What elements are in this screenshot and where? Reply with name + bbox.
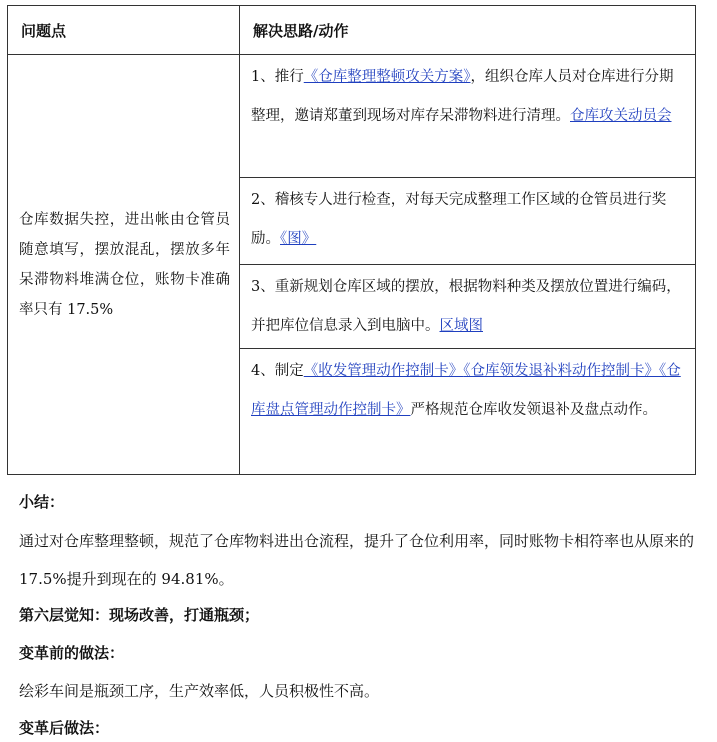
link-warehouse-plan[interactable]: 《仓库整理整顿攻关方案》 bbox=[303, 69, 471, 85]
link-issue-return-card[interactable]: 《仓库领发退补料动作控制卡》 bbox=[463, 363, 659, 379]
action-4-prefix: 4、制定 bbox=[251, 363, 304, 379]
action-3-prefix: 3、重新规划仓库区域的摆放，根据物料种类及摆放位置进行编码，并把库位信息录入到电脑中。 bbox=[251, 279, 681, 334]
action-cell-4 bbox=[240, 349, 696, 475]
after-title: 变革后做法： bbox=[19, 719, 110, 737]
header-solution: 解决思路/动作 bbox=[240, 6, 696, 55]
link-receiving-card[interactable]: 《收发管理动作控制卡》 bbox=[303, 363, 464, 379]
action-1-prefix: 1、推行 bbox=[251, 69, 304, 85]
link-mobilization-meeting[interactable]: 仓库攻关动员会 bbox=[570, 108, 672, 124]
action-1-middle: ，组织仓库人员对仓库进行分期整理，邀请郑董到现场对库存呆滞物料进行清理。 bbox=[251, 69, 674, 124]
improvement-table bbox=[7, 5, 696, 475]
header-problem: 问题点 bbox=[8, 6, 240, 55]
link-area-map[interactable]: 区域图 bbox=[439, 318, 483, 334]
layer6-heading: 第六层觉知：现场改善，打通瓶颈； bbox=[19, 606, 260, 624]
before-text: 绘彩车间是瓶颈工序，生产效率低，人员积极性不高。 bbox=[19, 682, 380, 700]
action-4-suffix: 严格规范仓库收发领退补及盘点动作。 bbox=[410, 402, 657, 418]
action-2-prefix: 2、稽核专人进行检查，对每天完成整理工作区域的仓管员进行奖励。 bbox=[251, 192, 667, 247]
action-cell-1 bbox=[240, 55, 696, 178]
action-cell-3 bbox=[240, 265, 696, 349]
problem-cell: 仓库数据失控，进出帐由仓管员随意填写，摆放混乱，摆放多年呆滞物料堆满仓位，账物卡准确率只有 17.5% bbox=[8, 55, 240, 475]
before-title: 变革前的做法： bbox=[19, 644, 125, 662]
link-inventory-card[interactable]: 《仓库盘点管理动作控制卡》 bbox=[251, 363, 681, 418]
summary-title: 小结： bbox=[19, 493, 65, 511]
summary-text: 通过对仓库整理整顿，规范了仓库物料进出仓流程，提升了仓位利用率，同时账物卡相符率也从原来的 17.5%提升到现在的 94.81%。 bbox=[19, 532, 695, 588]
link-figure[interactable]: 《图》 bbox=[280, 231, 317, 247]
action-cell-2 bbox=[240, 178, 696, 265]
